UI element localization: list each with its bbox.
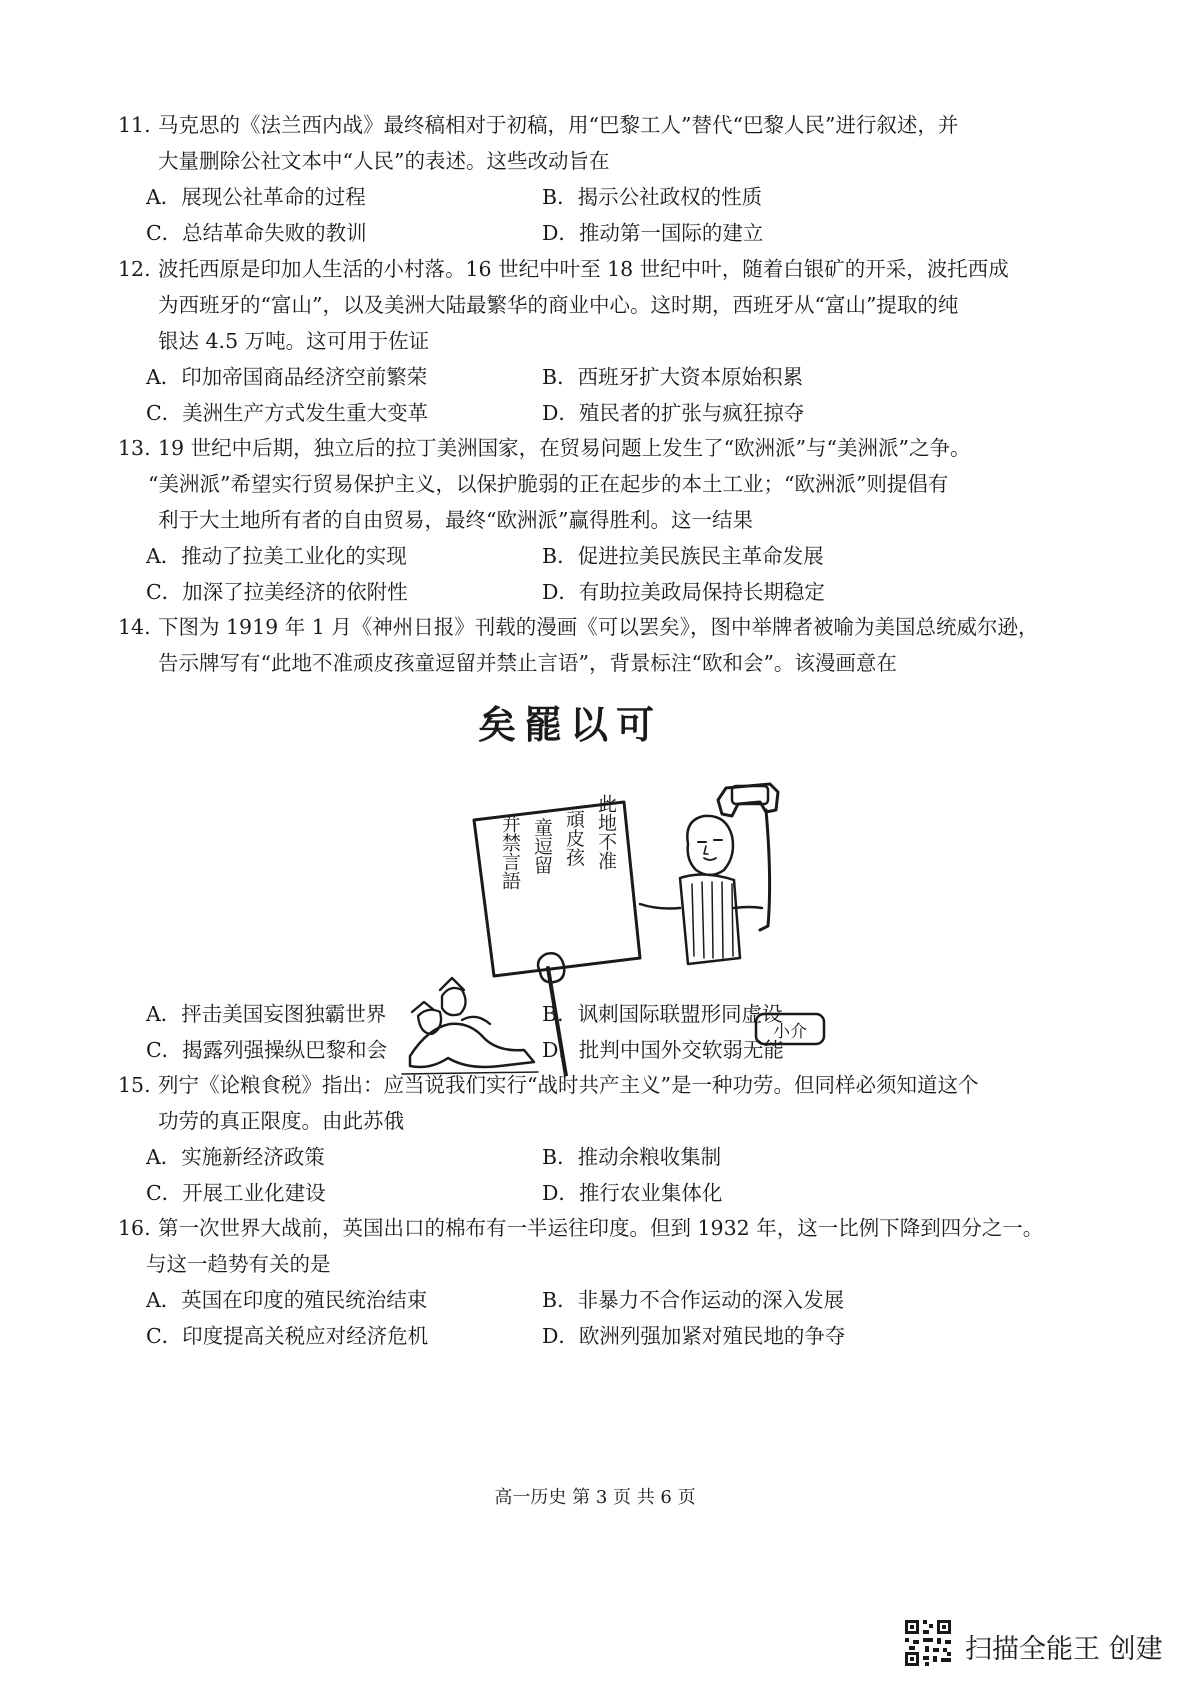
sign-text-column: 頑皮孩 [563,809,585,867]
question-stem-line: 与这一趋势有关的是 [146,1252,331,1276]
option-b: B．西班牙扩大资本原始积累 [542,365,804,389]
option-a: A．展现公社革命的过程 [146,185,366,209]
option-a: A．英国在印度的殖民统治结束 [146,1288,428,1312]
option-c: C．揭露列强操纵巴黎和会 [146,1038,388,1062]
question-13 [118,429,1058,609]
question-11 [118,106,1058,256]
option-d: D．欧洲列强加紧对殖民地的争夺 [542,1324,846,1348]
question-stem-line: 大量删除公社文本中“人民”的表述。这些改动旨在 [158,149,610,173]
option-a: A．推动了拉美工业化的实现 [146,544,407,568]
question-stem-line: 利于大土地所有者的自由贸易，最终“欧洲派”赢得胜利。这一结果 [158,508,753,532]
question-stem-line: 13. 19 世纪中后期，独立后的拉丁美洲国家，在贸易问题上发生了“欧洲派”与“美洲派”之争。 [118,429,971,467]
question-stem-line: 16. 第一次世界大战前，英国出口的棉布有一半运往印度。但到 1932 年，这一比例下降到四分之一。 [118,1209,1043,1247]
cartoon-title: 矣罷以可 [477,702,662,747]
question-number: 13. [118,436,151,460]
question-number: 16. [118,1216,151,1240]
question-number: 11. [118,113,151,137]
option-c: C．印度提高关税应对经济危机 [146,1324,429,1348]
option-b: B．讽刺国际联盟形同虚设 [542,1002,783,1026]
question-number: 14. [118,615,151,639]
option-b: B．促进拉美民族民主革命发展 [542,544,824,568]
option-a: A．实施新经济政策 [146,1145,325,1169]
question-12 [118,250,1058,430]
option-d: D．批判中国外交软弱无能 [542,1038,784,1062]
scanner-watermark [903,1618,1173,1670]
option-c: C．总结革命失败的教训 [146,221,367,245]
question-16 [118,1209,1058,1359]
question-stem-line: 功劳的真正限度。由此苏俄 [158,1109,404,1133]
question-stem-line: “美洲派”希望实行贸易保护主义，以保护脆弱的正在起步的本土工业；“欧洲派”则提倡有 [148,472,949,496]
option-b: B．揭示公社政权的性质 [542,185,763,209]
cartoon-signature: 小介 [773,1022,807,1042]
option-d: D．推行农业集体化 [542,1181,723,1205]
question-stem-line: 告示牌写有“此地不准顽皮孩童逗留并禁止言语”，背景标注“欧和会”。该漫画意在 [158,651,897,675]
watermark-label: 扫描全能王 创建 [965,1634,1163,1665]
question-stem-line: 11. 马克思的《法兰西内战》最终稿相对于初稿，用“巴黎工人”替代“巴黎人民”进行叙述，并 [118,106,958,144]
question-stem-line: 银达 4.5 万吨。这可用于佐证 [158,329,430,353]
question-number: 12. [118,257,151,281]
page-footer: 高一历史 第 3 页 共 6 页 [494,1487,696,1508]
question-stem-line: 12. 波托西原是印加人生活的小村落。16 世纪中叶至 18 世纪中叶，随着白银矿的开采，波托西成 [118,250,1009,288]
sign-text-column: 此地不准 [595,794,617,870]
question-number: 15. [118,1073,151,1097]
option-c: C．美洲生产方式发生重大变革 [146,401,429,425]
option-d: D．推动第一国际的建立 [542,221,764,245]
option-b: B．非暴力不合作运动的深入发展 [542,1288,845,1312]
option-c: C．加深了拉美经济的依附性 [146,580,408,604]
question-stem-line: 14. 下图为 1919 年 1 月《神州日报》刊载的漫画《可以罢矣》，图中举牌者被喻为美国总统威尔逊， [118,608,1039,646]
option-b: B．推动余粮收集制 [542,1145,722,1169]
option-c: C．开展工业化建设 [146,1181,326,1205]
option-d: D．有助拉美政局保持长期稳定 [542,580,825,604]
question-stem-line: 15. 列宁《论粮食税》指出：应当说我们实行“战时共产主义”是一种功劳。但同样必须知道这个 [118,1066,978,1104]
option-a: A．印加帝国商品经济空前繁荣 [146,365,428,389]
question-15 [118,1066,1058,1216]
option-d: D．殖民者的扩张与疯狂掠夺 [542,401,805,425]
sign-text-column: 并禁言語 [499,814,521,890]
question-stem-line: 为西班牙的“富山”，以及美洲大陆最繁华的商业中心。这时期，西班牙从“富山”提取的纯 [158,293,959,317]
question-14 [118,608,1058,688]
option-a: A．抨击美国妄图独霸世界 [146,1002,387,1026]
sign-text-column: 童逗留 [531,817,553,875]
qr-code-icon [903,1618,953,1668]
question-14-options [118,995,1058,1075]
